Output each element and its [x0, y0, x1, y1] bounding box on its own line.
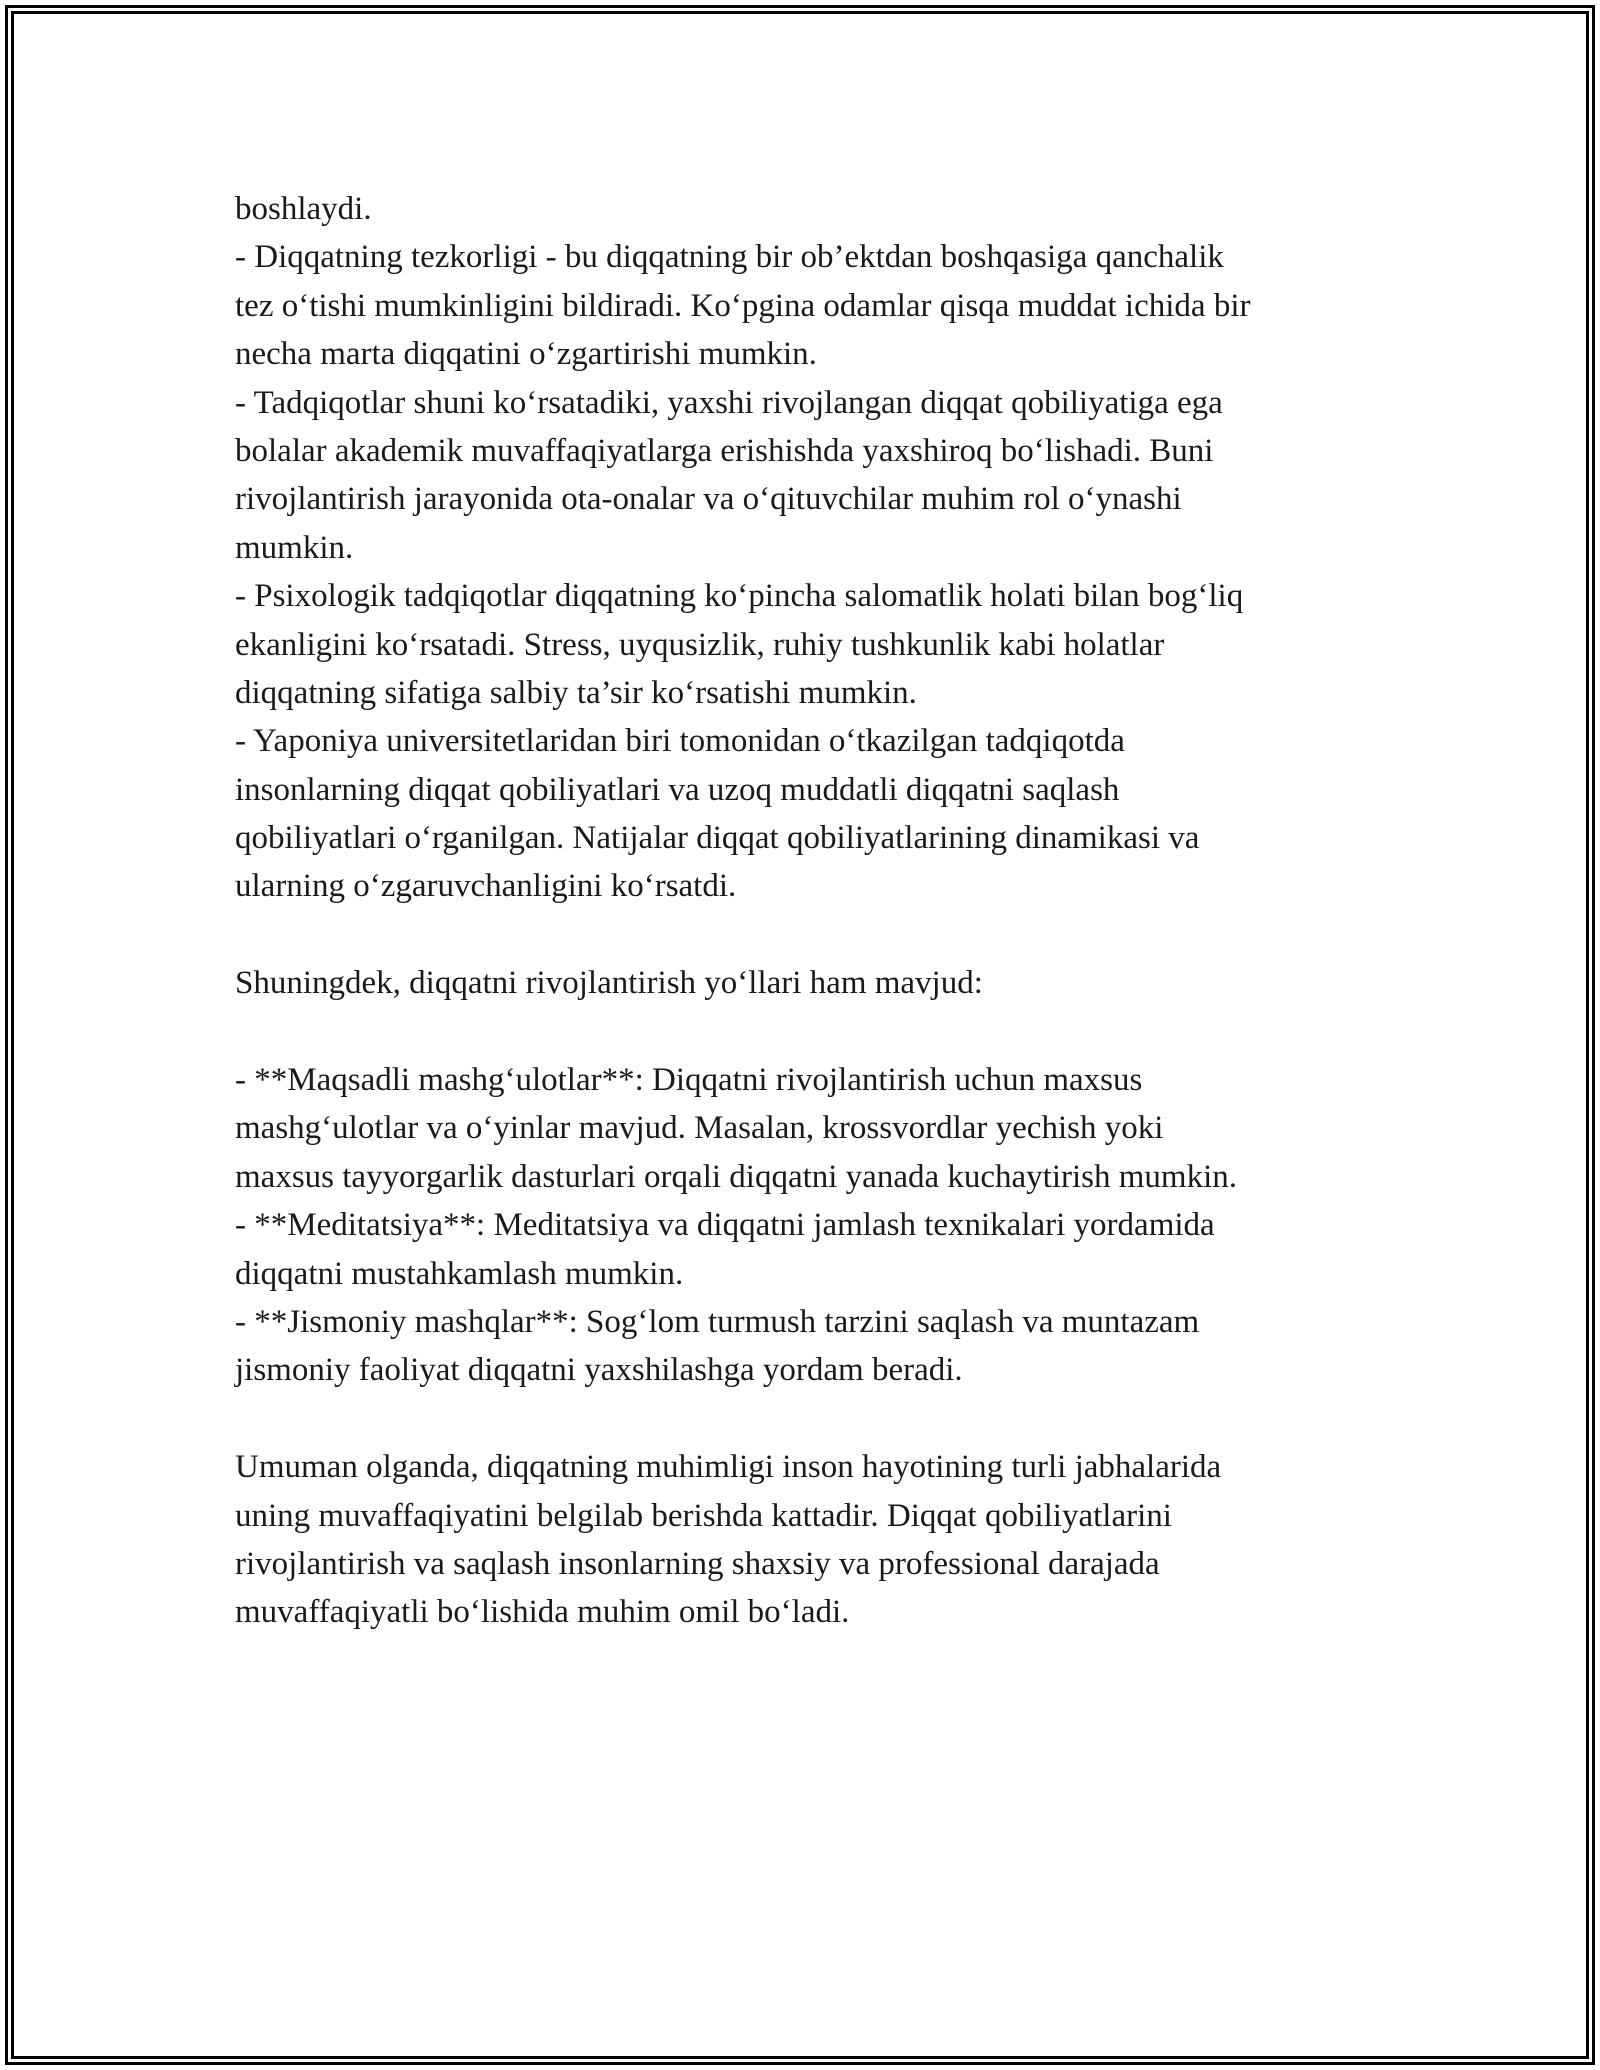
paragraph-spacer: [235, 1008, 1415, 1056]
text-line: - **Maqsadli mashg‘ulotlar**: Diqqatni rivojlantirish uchun maxsus: [235, 1062, 1143, 1099]
text-line: - **Jismoniy mashqlar**: Sog‘lom turmush tarzini saqlash va muntazam: [235, 1303, 1200, 1340]
text-line: uning muvaffaqiyatini belgilab berishda kattadir. Diqqat qobiliyatlarini: [235, 1497, 1172, 1534]
text-line: boshlaydi.: [235, 191, 372, 227]
text-line: rivojlantirish va saqlash insonlarning shaxsiy va professional darajada: [235, 1545, 1160, 1582]
text-line: mumkin.: [235, 529, 354, 566]
paragraph: [235, 959, 1415, 1007]
text-line: - Psixologik tadqiqotlar diqqatning ko‘pincha salomatlik holati bilan bog‘liq: [235, 578, 1244, 615]
text-line: bolalar akademik muvaffaqiyatlarga erishishda yaxshiroq bo‘lishadi. Buni: [235, 432, 1214, 469]
text-line: Umuman olganda, diqqatning muhimligi inson hayotining turli jabhalarida: [235, 1449, 1222, 1486]
text-line: diqqatni mustahkamlash mumkin.: [235, 1255, 684, 1292]
text-line: muvaffaqiyatli bo‘lishida muhim omil bo‘ladi.: [235, 1594, 850, 1631]
text-line: insonlarning diqqat qobiliyatlari va uzoq muddatli diqqatni saqlash: [235, 771, 1120, 808]
paragraph: [235, 185, 1415, 911]
text-line: maxsus tayyorgarlik dasturlari orqali diqqatni yanada kuchaytirish mumkin.: [235, 1158, 1238, 1195]
text-line: Shuningdek, diqqatni rivojlantirish yo‘llari ham mavjud:: [235, 965, 983, 1002]
text-line: ularning o‘zgaruvchanligini ko‘rsatdi.: [235, 868, 737, 905]
text-line: mashg‘ulotlar va o‘yinlar mavjud. Masalan, krossvordlar yechish yoki: [235, 1110, 1164, 1147]
text-line: - Tadqiqotlar shuni ko‘rsatadiki, yaxshi rivojlangan diqqat qobiliyatiga ega: [235, 384, 1223, 421]
paragraph: [235, 1443, 1415, 1637]
text-line: - Diqqatning tezkorligi - bu diqqatning bir ob’ektdan boshqasiga qanchalik: [235, 239, 1224, 276]
text-line: ekanligini ko‘rsatadi. Stress, uyqusizlik, ruhiy tushkunlik kabi holatlar: [235, 626, 1165, 663]
paragraph-spacer: [235, 911, 1415, 959]
text-line: necha marta diqqatini o‘zgartirishi mumkin.: [235, 336, 817, 373]
text-line: diqqatning sifatiga salbiy ta’sir ko‘rsatishi mumkin.: [235, 674, 917, 711]
text-line: - Yaponiya universitetlaridan biri tomonidan o‘tkazilgan tadqiqotda: [235, 723, 1125, 760]
text-line: tez o‘tishi mumkinligini bildiradi. Ko‘pgina odamlar qisqa muddat ichida bir: [235, 287, 1251, 324]
paragraph: [235, 1056, 1415, 1395]
text-line: - **Meditatsiya**: Meditatsiya va diqqatni jamlash texnikalari yordamida: [235, 1207, 1215, 1244]
document-body: [235, 185, 1415, 1637]
text-line: rivojlantirish jarayonida ota-onalar va o‘qituvchilar muhim rol o‘ynashi: [235, 481, 1182, 518]
text-line: qobiliyatlari o‘rganilgan. Natijalar diqqat qobiliyatlarining dinamikasi va: [235, 820, 1200, 857]
text-line: jismoniy faoliyat diqqatni yaxshilashga yordam beradi.: [235, 1352, 963, 1389]
paragraph-spacer: [235, 1395, 1415, 1443]
